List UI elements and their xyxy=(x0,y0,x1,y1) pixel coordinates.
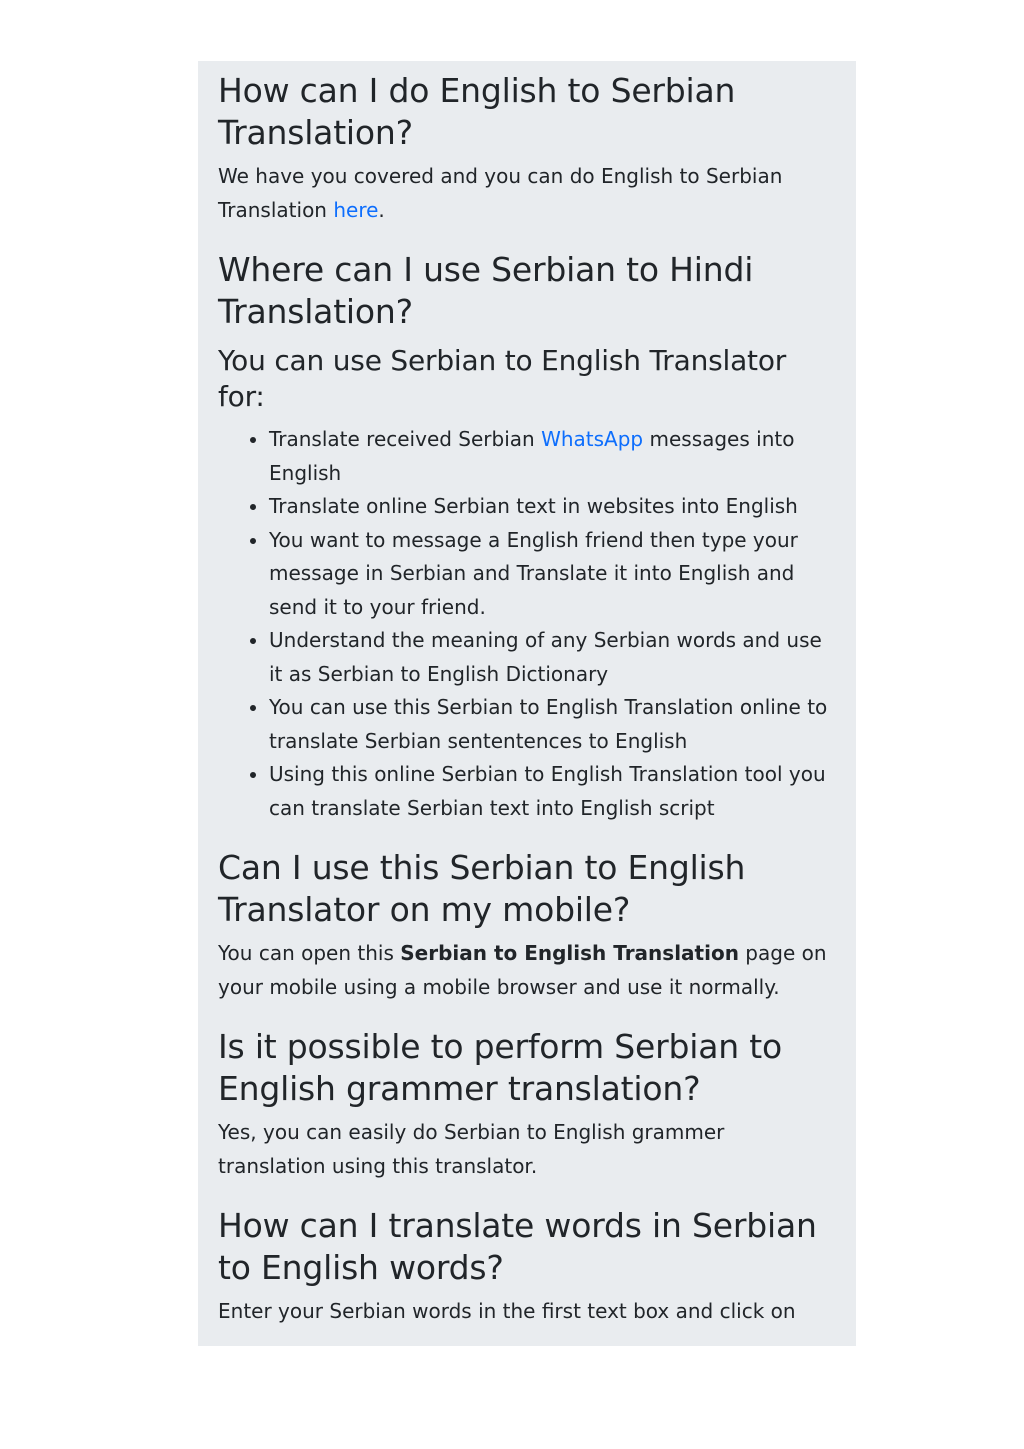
list-item: • Translate online Serbian text in websites into English xyxy=(269,490,833,524)
faq-section-english-to-serbian xyxy=(218,70,833,227)
list-item: • Understand the meaning of any Serbian words and use it as Serbian to English Dictionary xyxy=(269,624,833,691)
list-item: • You can use this Serbian to English Translation online to translate Serbian sententences to English xyxy=(269,691,833,758)
faq-section-grammar xyxy=(218,1026,833,1183)
faq-heading: Can I use this Serbian to English Translator on my mobile? xyxy=(218,848,746,929)
list-item-text: Translate received Serbian xyxy=(269,427,542,451)
answer-bold-text: Serbian to English Translation xyxy=(400,941,739,965)
answer-text-end: page on your mobile using a mobile browser and use it normally. xyxy=(218,941,827,999)
faq-answer: Enter your Serbian words in the first text box and click on xyxy=(218,1299,796,1323)
faq-section-uses xyxy=(218,249,833,825)
faq-heading: Is it possible to perform Serbian to English grammer translation? xyxy=(218,1027,782,1108)
faq-heading: How can I translate words in Serbian to English words? xyxy=(218,1206,817,1287)
faq-content xyxy=(218,70,833,1329)
faq-answer: Yes, you can easily do Serbian to English grammer translation using this translator. xyxy=(218,1120,725,1178)
faq-heading: How can I do English to Serbian Translation? xyxy=(218,71,736,152)
answer-text: You can open this xyxy=(218,941,401,965)
faq-section-mobile xyxy=(218,847,833,1004)
answer-text: We have you covered and you can do English to Serbian Translation xyxy=(218,164,783,222)
list-item: • You want to message a English friend then type your message in Serbian and Translate it into English and send it to your friend. xyxy=(269,524,833,625)
list-item: • Using this online Serbian to English Translation tool you can translate Serbian text into English script xyxy=(269,758,833,825)
uses-list xyxy=(218,423,833,825)
faq-answer xyxy=(218,160,833,227)
list-item-text-end: messages into English xyxy=(269,427,795,485)
faq-answer xyxy=(218,937,833,1004)
whatsapp-link[interactable]: WhatsApp xyxy=(541,427,644,451)
faq-heading: Where can I use Serbian to Hindi Translation? xyxy=(218,250,754,331)
faq-subheading: You can use Serbian to English Translator for: xyxy=(218,344,787,413)
here-link[interactable]: here xyxy=(333,197,379,222)
answer-text-end: . xyxy=(378,197,385,222)
faq-section-words xyxy=(218,1205,833,1329)
list-item xyxy=(269,423,833,490)
faq-panel xyxy=(198,61,856,1346)
